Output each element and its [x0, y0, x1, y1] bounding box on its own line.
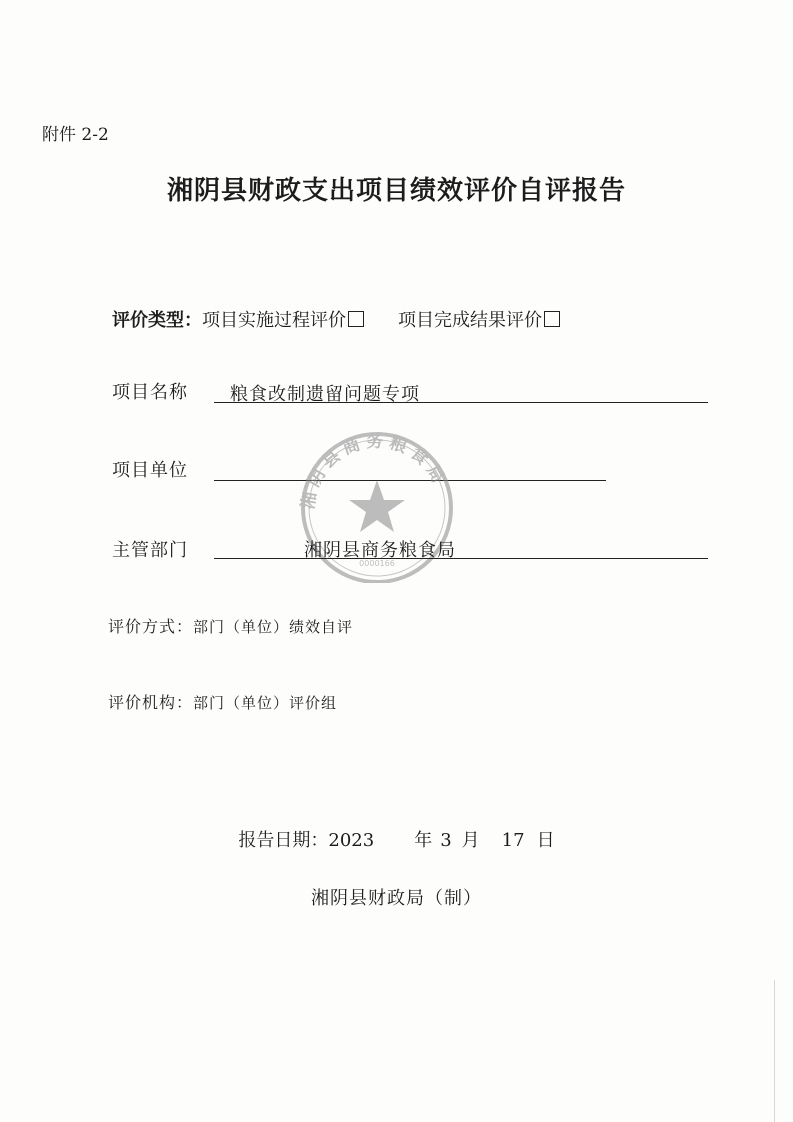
report-date-label: 报告日期： [238, 830, 329, 851]
report-title: 湘阴县财政支出项目绩效评价自评报告 [166, 176, 626, 206]
evaluation-institution-row [108, 690, 337, 713]
stamp-serial: 0000166 [359, 559, 395, 568]
option-process-label: 项目实施过程评价 [202, 310, 346, 331]
scan-edge-line [774, 980, 775, 1122]
evaluation-institution-label: 评价机构： [108, 693, 194, 712]
report-date-year-unit: 年 [414, 830, 433, 851]
evaluation-type-label: 评价类型： [112, 310, 202, 331]
issuer-line: 湘阴县财政局（制） [311, 888, 482, 909]
project-unit-label: 项目单位 [112, 460, 188, 481]
process-checkbox[interactable] [348, 311, 364, 327]
evaluation-type-row [112, 306, 560, 332]
project-name-value: 粮食改制遗留问题专项 [230, 384, 420, 405]
evaluation-method-row [108, 614, 353, 637]
project-name-label: 项目名称 [112, 382, 188, 403]
report-date-month: 3 [440, 830, 452, 851]
report-date-month-unit: 月 [461, 830, 480, 851]
report-date-day: 17 [501, 830, 525, 851]
department-value: 湘阴县商务粮食局 [304, 540, 456, 561]
report-date [0, 826, 793, 852]
evaluation-method-label: 评价方式： [108, 617, 194, 636]
department-label: 主管部门 [112, 540, 188, 561]
attachment-label: 附件 2-2 [42, 125, 109, 145]
evaluation-institution-value: 部门（单位）评价组 [193, 694, 338, 712]
report-date-year: 2023 [328, 830, 375, 851]
result-checkbox[interactable] [544, 311, 560, 327]
evaluation-method-value: 部门（单位）绩效自评 [193, 618, 354, 636]
stamp-text: 湘阴县商务粮食局 [298, 431, 451, 511]
option-result-label: 项目完成结果评价 [398, 310, 542, 331]
report-date-day-unit: 日 [536, 830, 555, 851]
department-underline [214, 558, 708, 559]
